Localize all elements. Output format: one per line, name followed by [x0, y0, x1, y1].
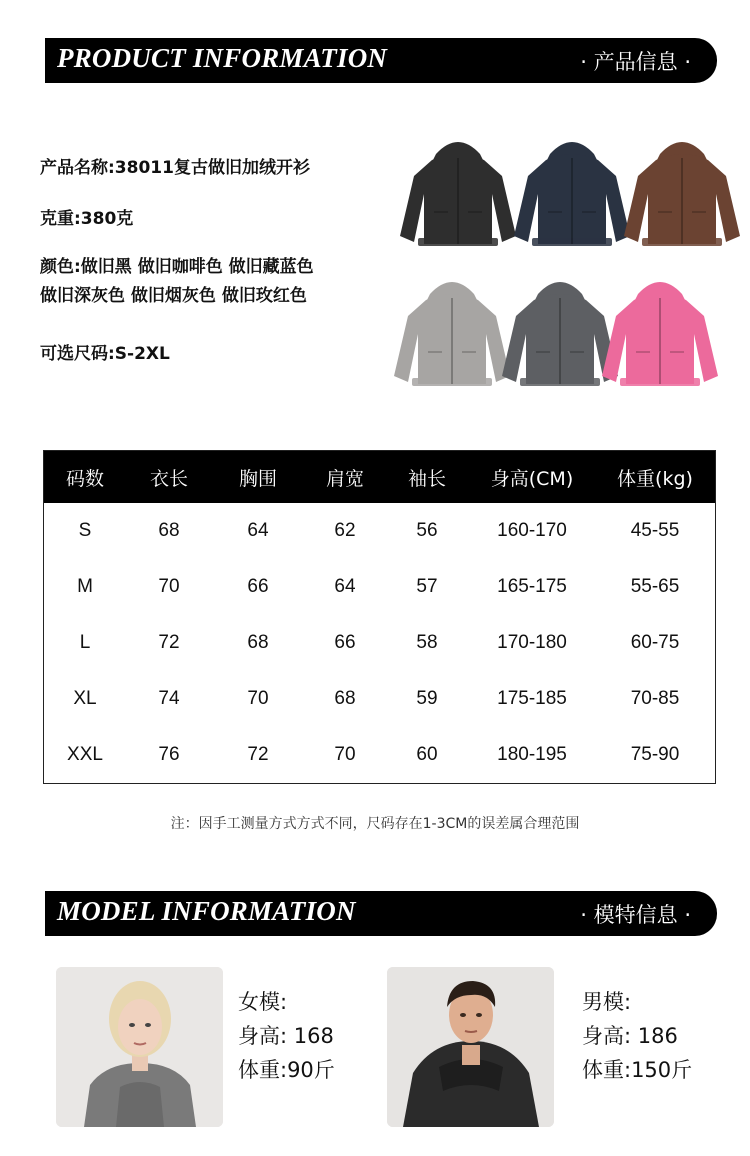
female-model-height: 身高: 168 — [238, 1024, 334, 1048]
measurement-note: 注：因手工测量方式方式不同，尺码存在1-3CM的误差属合理范围 — [170, 816, 580, 832]
size-table-row — [44, 727, 715, 783]
size-table-header-cell: 胸围 — [238, 467, 277, 490]
size-table-row — [44, 615, 715, 671]
product-info-banner — [45, 38, 717, 83]
size-table-header-cell: 肩宽 — [325, 467, 364, 490]
size-table-cell: L — [79, 632, 91, 653]
size-table-row — [44, 503, 715, 559]
size-table-cell: 66 — [247, 576, 269, 597]
female-model-info — [238, 985, 335, 1087]
size-table-cell: 160-170 — [497, 520, 567, 541]
size-table-header-cell: 衣长 — [149, 467, 188, 490]
product-info-title-en: PRODUCT INFORMATION — [57, 43, 388, 73]
size-table-cell: 68 — [247, 632, 269, 653]
size-table-cell: 60 — [416, 744, 438, 765]
male-model-info — [582, 985, 692, 1087]
hoodie-black-image — [398, 132, 518, 250]
female-model-title: 女模: — [238, 990, 288, 1014]
size-table-cell: M — [77, 576, 93, 597]
size-table-cell: 68 — [158, 520, 180, 541]
model-info-title-en: MODEL INFORMATION — [57, 896, 356, 926]
size-table-header-cell: 码数 — [65, 467, 104, 490]
hoodie-smoke-gray-image — [392, 272, 512, 390]
product-name: 产品名称:38011复古做旧加绒开衫 — [40, 158, 310, 178]
size-table-cell: 64 — [247, 520, 269, 541]
size-table-cell: 62 — [334, 520, 356, 541]
size-table-cell: 59 — [416, 688, 438, 709]
size-table-cell: 70-85 — [630, 688, 680, 709]
female-model-illustration — [56, 967, 223, 1127]
product-info-title-cn: · 产品信息 · — [580, 50, 691, 74]
product-sizes: 可选尺码:S-2XL — [40, 344, 170, 364]
size-table — [43, 450, 716, 784]
size-table-cell: 70 — [334, 744, 356, 765]
male-model-height: 身高: 186 — [582, 1024, 678, 1048]
size-table-cell: 74 — [158, 688, 180, 709]
size-table-cell: 45-55 — [630, 520, 680, 541]
size-table-cell: 57 — [416, 576, 438, 597]
size-table-cell: 56 — [416, 520, 438, 541]
male-model-illustration — [387, 967, 554, 1127]
model-info-banner — [45, 891, 717, 936]
size-table-header-cell: 体重(kg) — [617, 467, 693, 490]
size-table-cell: 72 — [247, 744, 269, 765]
size-table-row — [44, 559, 715, 615]
size-table-cell: 66 — [334, 632, 356, 653]
size-table-cell: 180-195 — [497, 744, 567, 765]
size-table-cell: 170-180 — [497, 632, 567, 653]
size-table-cell: XXL — [67, 744, 103, 765]
size-table-cell: 76 — [158, 744, 180, 765]
size-table-cell: 68 — [334, 688, 356, 709]
size-table-cell: 175-185 — [497, 688, 567, 709]
size-table-cell: 55-65 — [630, 576, 680, 597]
size-table-cell: 75-90 — [630, 744, 680, 765]
size-table-cell: XL — [73, 688, 97, 709]
size-table-header-cell: 身高(CM) — [490, 467, 574, 490]
hoodie-navy-image — [512, 132, 632, 250]
hoodie-coffee-image — [622, 132, 742, 250]
product-weight: 克重:380克 — [40, 209, 134, 229]
size-table-header — [44, 451, 715, 503]
size-table-header-cell: 袖长 — [407, 467, 446, 490]
size-table-cell: 70 — [158, 576, 180, 597]
male-model-title: 男模: — [582, 990, 632, 1014]
hoodie-rose-red-image — [600, 272, 720, 390]
product-colors-line2: 做旧深灰色 做旧烟灰色 做旧玫红色 — [40, 286, 307, 306]
product-colors-line1: 颜色:做旧黑 做旧咖啡色 做旧藏蓝色 — [40, 257, 314, 277]
size-table-row — [44, 671, 715, 727]
size-table-cell: 165-175 — [497, 576, 567, 597]
female-model-weight: 体重:90斤 — [238, 1058, 335, 1082]
male-model-weight: 体重:150斤 — [582, 1058, 693, 1082]
size-table-body — [44, 503, 715, 783]
size-table-cell: S — [78, 520, 92, 541]
female-model-photo — [56, 967, 223, 1127]
male-model-photo — [387, 967, 554, 1127]
size-table-cell: 60-75 — [630, 632, 680, 653]
size-table-cell: 70 — [247, 688, 269, 709]
size-table-cell: 64 — [334, 576, 356, 597]
model-info-title-cn: · 模特信息 · — [580, 903, 691, 927]
size-table-cell: 58 — [416, 632, 438, 653]
size-table-cell: 72 — [158, 632, 180, 653]
